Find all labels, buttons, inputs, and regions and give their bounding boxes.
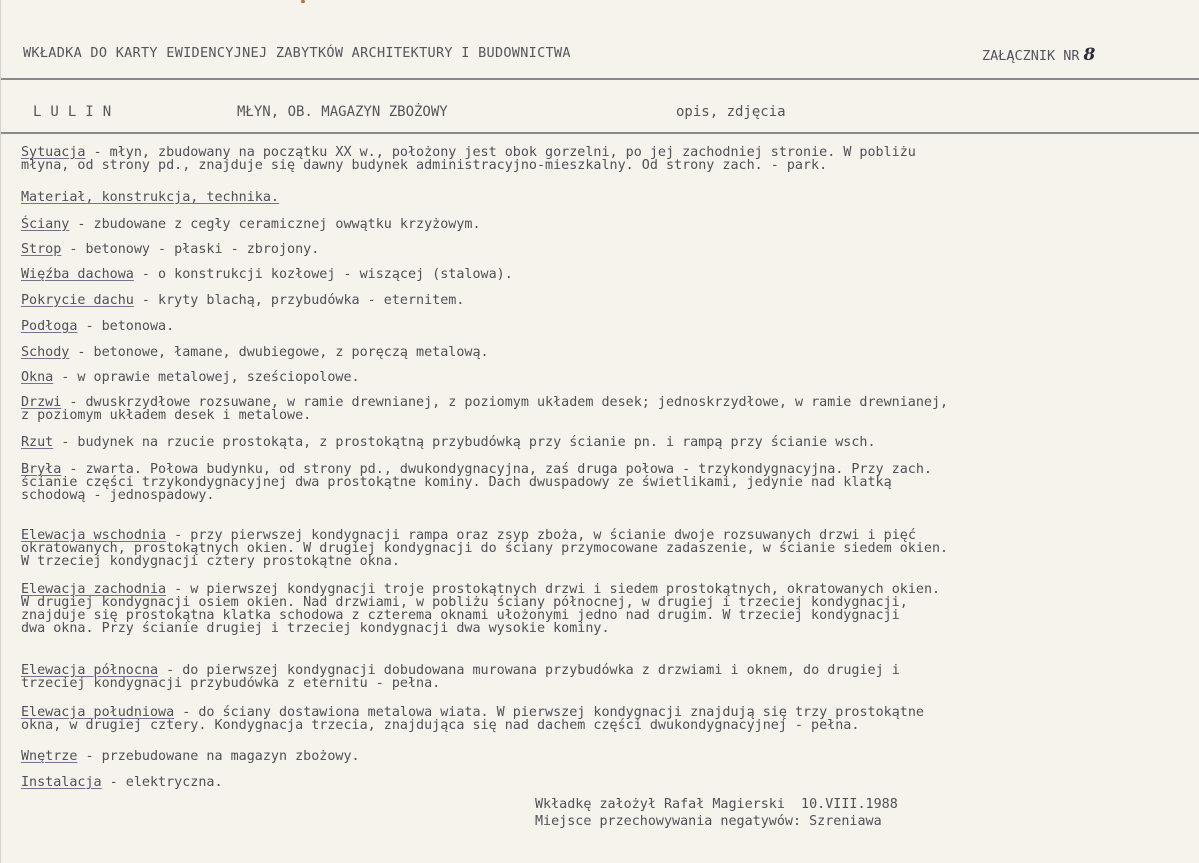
entry-text: - dwuskrzydłowe rozsuwane, w ramie drewnianej, z poziomym układem desek; jednoskrzydłowe, w ramie drewnianej, xyxy=(61,395,949,410)
entry-label: Elewacja południowa xyxy=(21,705,175,720)
entry-text: okna, w drugiej cztery. Kondygnacja trzecia, znajdująca się nad dachem części dwukondygnacyjnej - pełna. xyxy=(21,718,860,733)
annex-label: ZAŁĄCZNIK NR xyxy=(982,48,1080,64)
entry-elewacja-zachodnia xyxy=(21,583,940,635)
entry-label: Materiał, konstrukcja, technika. xyxy=(21,190,279,205)
annex-number: 8 xyxy=(1083,45,1096,65)
entry-text: z poziomym układem desek i metalowe. xyxy=(21,408,312,423)
entry-text: - młyn, zbudowany na początku XX w., położony jest obok gorzelni, po jej zachodniej stronie. W pobliżu xyxy=(85,145,916,160)
entry-label: Ściany xyxy=(21,217,70,232)
entry-text: - przebudowane na magazyn zbożowy. xyxy=(77,749,360,764)
entry-sytuacja xyxy=(21,146,916,172)
entry-instalacja xyxy=(21,776,223,789)
entry-elewacja-wschodnia xyxy=(21,529,948,568)
entry-podłoga xyxy=(21,320,174,333)
card-title: WKŁADKA DO KARTY EWIDENCYJNEJ ZABYTKÓW ARCHITEKTURY I BUDOWNICTWA xyxy=(23,45,571,61)
card-footer xyxy=(535,796,898,830)
entry-text: młyna, od strony pd., znajduje się dawny budynek administracyjno-mieszkalny. Od strony zach. - park. xyxy=(21,158,828,173)
entry-ściany xyxy=(21,218,481,231)
entry-drzwi xyxy=(21,396,948,422)
entry-text: schodową - jednospadowy. xyxy=(21,488,215,503)
entry-label: Elewacja północna xyxy=(21,663,159,678)
entry-text: - kryty blachą, przybudówka - eternitem. xyxy=(133,293,465,308)
entry-label: Elewacja wschodnia xyxy=(21,528,167,543)
entry-text: - do ściany dostawiona metalowa wiata. W pierwszej kondygnacji znajdują się trzy prostokątne xyxy=(174,705,924,720)
entry-label: Okna xyxy=(21,370,54,385)
entry-więźba-dachowa xyxy=(21,268,513,281)
entry-text: W trzeciej kondygnacji cztery prostokątne okna. xyxy=(21,554,400,569)
entry-materiał-konstrukcja-technika xyxy=(21,191,279,204)
entry-text: - betonowa. xyxy=(77,319,175,334)
entry-label: Wnętrze xyxy=(21,749,78,764)
card-subheader xyxy=(1,82,1199,134)
entry-text: - zwarta. Połowa budynku, od strony pd., dwukondygnacyjna, zaś druga połowa - trzykondygnacyjna. Przy zach. xyxy=(61,462,932,477)
entry-text: - przy pierwszej kondygnacji rampa oraz zsyp zboża, w ścianie dwoje rozsuwanych drzwi i pięć xyxy=(166,528,916,543)
entry-text: - betonowe, łamane, dwubiegowe, z poręczą metalową. xyxy=(69,345,489,360)
object-name: MŁYN, OB. MAGAZYN ZBOŻOWY xyxy=(237,104,448,120)
entry-okna xyxy=(21,371,360,384)
entry-label: Bryła xyxy=(21,462,62,477)
entry-label: Schody xyxy=(21,345,70,360)
place-name: LULIN xyxy=(33,104,121,120)
entry-rzut xyxy=(21,436,876,449)
entry-label: Drzwi xyxy=(21,395,62,410)
entry-label: Rzut xyxy=(21,435,54,450)
entry-label: Sytuacja xyxy=(21,145,86,160)
entry-text: - zbudowane z cegły ceramicznej owwątku krzyżowym. xyxy=(69,217,481,232)
entry-text: - elektryczna. xyxy=(101,775,223,790)
entry-label: Instalacja xyxy=(21,775,102,790)
entry-label: Elewacja zachodnia xyxy=(21,582,167,597)
author-line: Wkładkę założył Rafał Magierski 10.VIII.1988 xyxy=(535,797,898,812)
entry-text: - betonowy - płaski - zbrojony. xyxy=(61,242,320,257)
entry-strop xyxy=(21,243,319,256)
entry-label: Pokrycie dachu xyxy=(21,293,134,308)
entry-elewacja-południowa xyxy=(21,706,924,732)
entry-text: - w oprawie metalowej, sześciopolowe. xyxy=(53,370,360,385)
annex-field xyxy=(982,45,1095,65)
entry-wnętrze xyxy=(21,750,360,763)
entry-pokrycie-dachu xyxy=(21,294,464,307)
entry-text: okratowanych, prostokątnych okien. W drugiej kondygnacji do ściany przymocowane zadaszenie, w ścianie siedem okien. xyxy=(21,541,949,556)
entry-text: - w pierwszej kondygnacji troje prostokątnych drzwi i siedem prostokątnych, okratowanych okien. xyxy=(166,582,941,597)
entry-elewacja-północna xyxy=(21,664,900,690)
card-header xyxy=(1,0,1199,80)
entry-text: dwa okna. Przy ścianie drugiej i trzeciej kondygnacji dwa wysokie kominy. xyxy=(21,621,610,636)
entry-text: W drugiej kondygnacji osiem okien. Nad drzwiami, w pobliżu ściany północnej, w drugiej i trzeciej kondygnacji, xyxy=(21,595,908,610)
entry-text: ścianie części trzykondygnacyjnej dwa prostokątne kominy. Dach dwuspadowy ze świetlikami, jedynie nad klatką xyxy=(21,475,892,490)
entry-schody xyxy=(21,346,489,359)
entry-text: - do pierwszej kondygnacji dobudowana murowana przybudówka z drzwiami i oknem, do drugiej i xyxy=(158,663,900,678)
negatives-location-line: Miejsce przechowywania negatywów: Szreniawa xyxy=(535,814,882,829)
entry-text: trzeciej kondygnacji przybudówka z eternitu - pełna. xyxy=(21,676,441,691)
entry-bryła xyxy=(21,463,932,502)
entry-text: znajduje się prostokątna klatka schodowa z czterema oknami ułożonymi jedno nad drugim. W trzeciej kondygnacji xyxy=(21,608,900,623)
entry-text: - o konstrukcji kozłowej - wiszącej (stalowa). xyxy=(133,267,513,282)
entry-text: - budynek na rzucie prostokąta, z prostokątną przybudówką przy ścianie pn. i rampą przy ścianie wsch. xyxy=(53,435,876,450)
entry-label: Podłoga xyxy=(21,319,78,334)
entry-label: Więźba dachowa xyxy=(21,267,134,282)
content-type: opis, zdjęcia xyxy=(676,104,786,120)
entry-label: Strop xyxy=(21,242,62,257)
